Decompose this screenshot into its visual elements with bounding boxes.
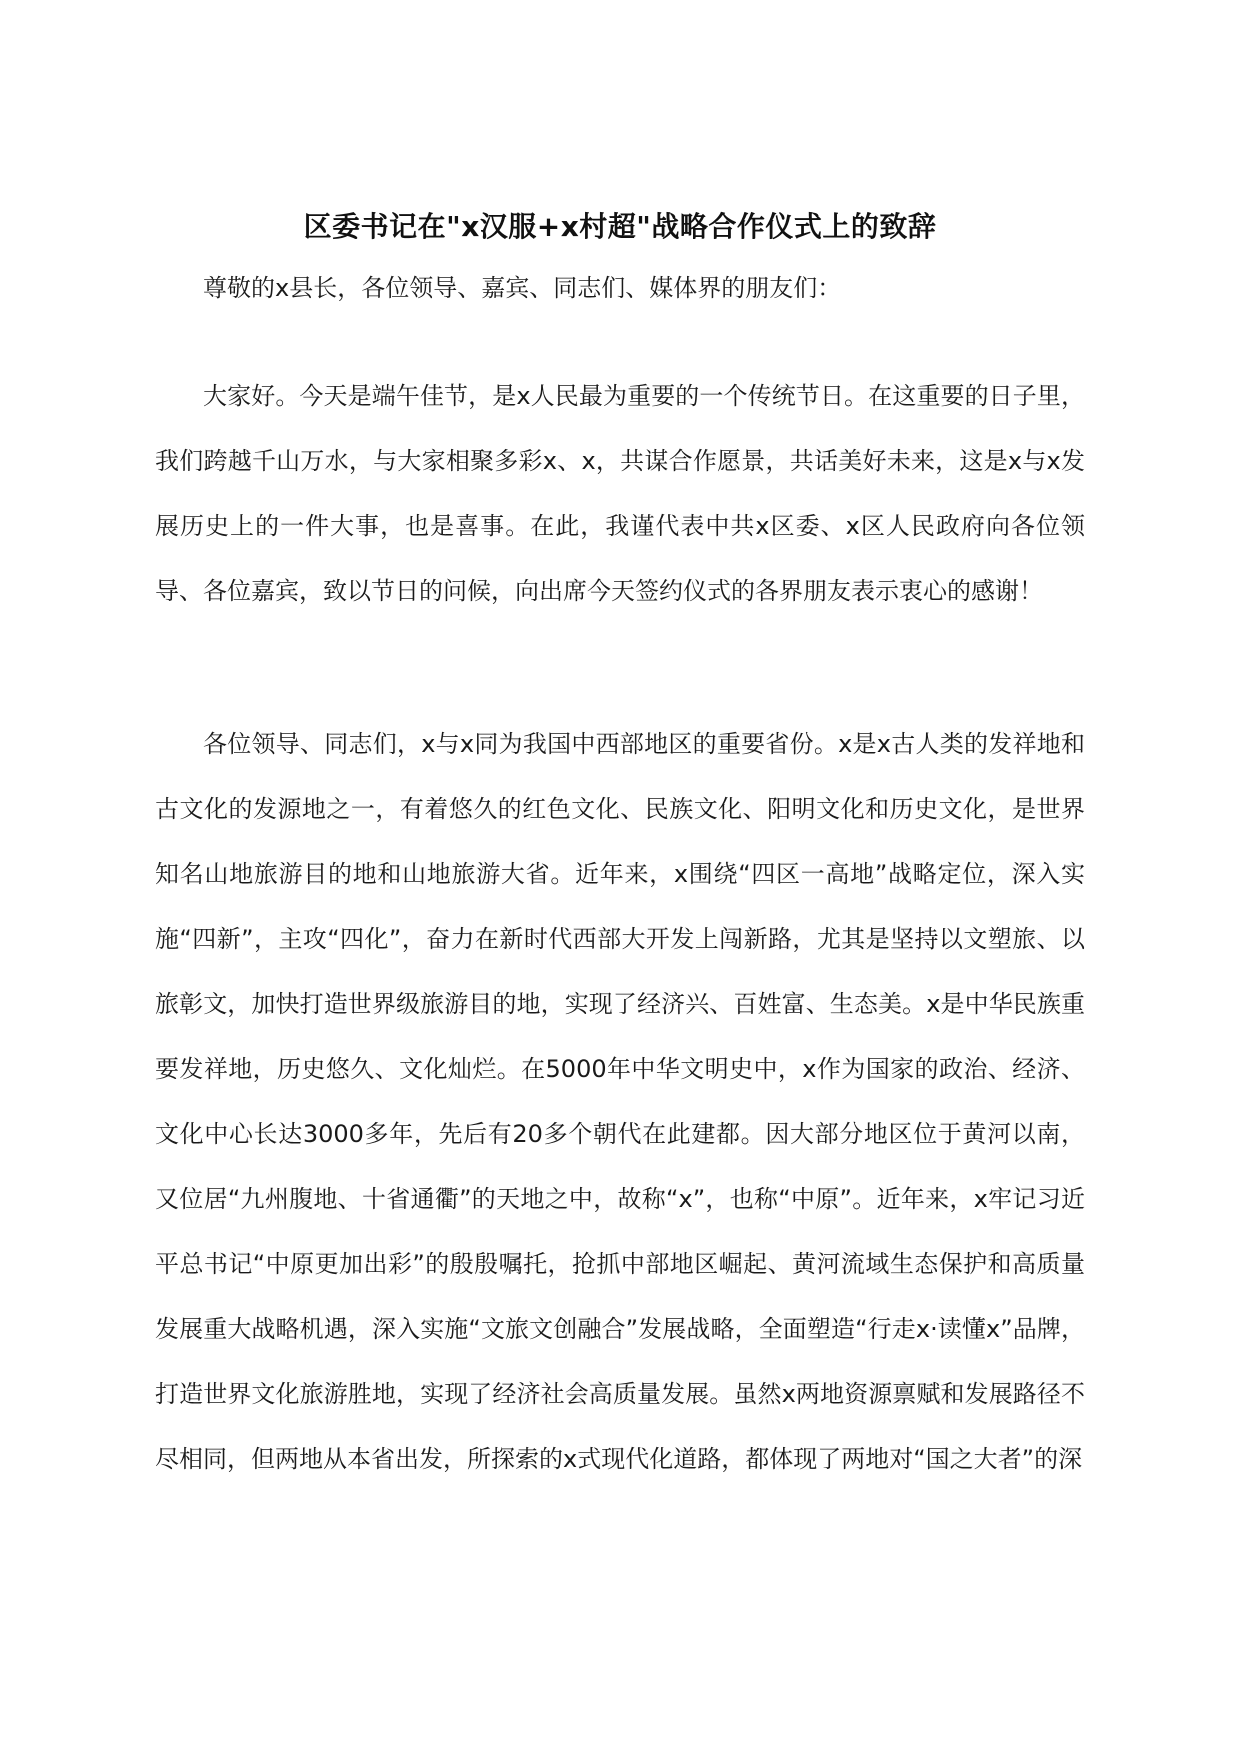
- salutation-paragraph: 尊敬的x县长，各位领导、嘉宾、同志们、媒体界的朋友们：: [203, 274, 842, 302]
- document-title: 区委书记在"x汉服+x村超"战略合作仪式上的致辞: [303, 209, 937, 243]
- paragraph-regions: 各位领导、同志们，x与x同为我国中西部地区的重要省份。x是x古人类的发祥地和古文化的发源地之一，有着悠久的红色文化、民族文化、阳明文化和历史文化，是世界知名山地旅游目的地和山地旅游大省。近年来，x围绕“四区一高地”战略定位，深入实施“四新”，主攻“四化”，奋力在新时代西部大开发上闯新路，尤其是坚持以文塑旅、以旅彰文，加快打造世界级旅游目的地，实现了经济兴、百姓富、生态美。x是中华民族重要发祥地，历史悠久、文化灿烂。在5000年中华文明史中，x作为国家的政治、经济、文化中心长达3000多年，先后有20多个朝代在此建都。因大部分地区位于黄河以南，又位居“九州腹地、十省通衢”的天地之中，故称“x”，也称“中原”。近年来，x牢记习近平总书记“中原更加出彩”的殷殷嘱托，抢抓中部地区崛起、黄河流域生态保护和高质量发展重大战略机遇，深入实施“文旅文创融合”发展战略，全面塑造“行走x·读懂x”品牌，打造世界文化旅游胜地，实现了经济社会高质量发展。虽然x两地资源禀赋和发展路径不尽相同，但两地从本省出发，所探索的x式现代化道路，都体现了两地对“国之大者”的深: [155, 730, 1085, 1473]
- paragraph-greeting: 大家好。今天是端午佳节，是x人民最为重要的一个传统节日。在这重要的日子里，我们跨越千山万水，与大家相聚多彩x、x，共谋合作愿景，共话美好未来，这是x与x发展历史上的一件大事，也是喜事。在此，我谨代表中共x区委、x区人民政府向各位领导、各位嘉宾，致以节日的问候，向出席今天签约仪式的各界朋友表示衷心的感谢！: [155, 382, 1085, 605]
